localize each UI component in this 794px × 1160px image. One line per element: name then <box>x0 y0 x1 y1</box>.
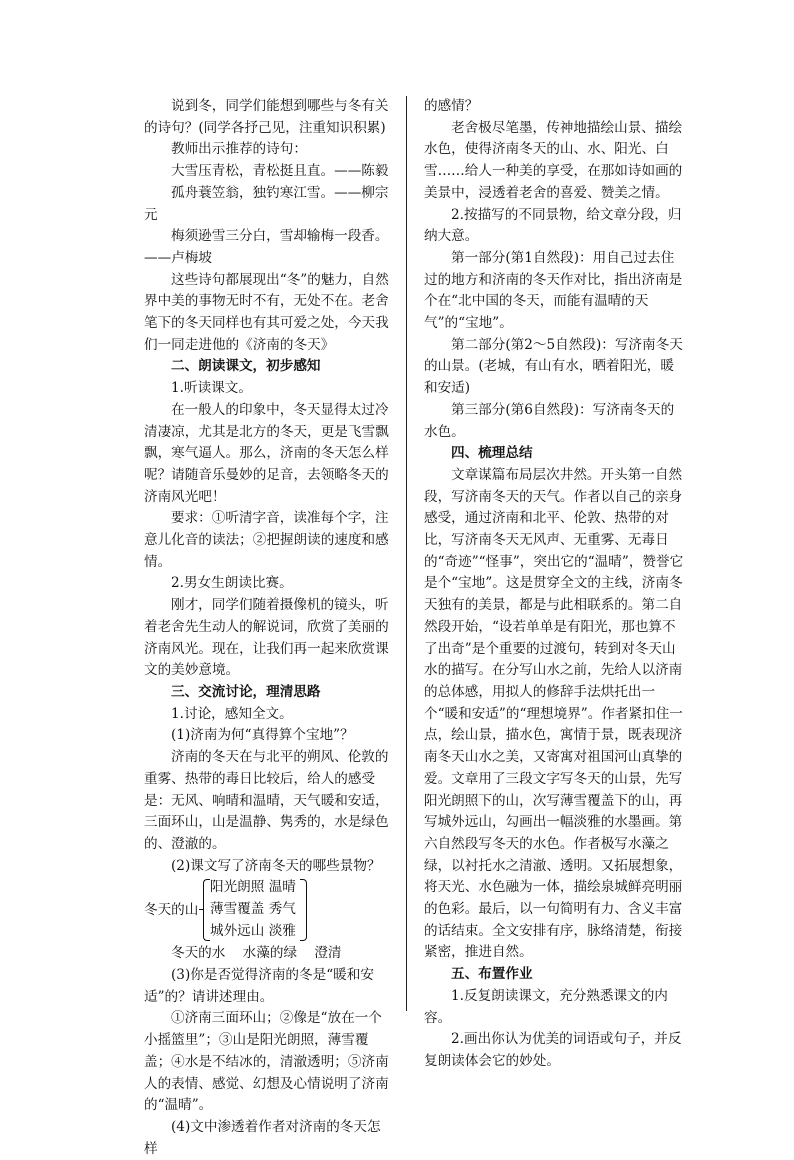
question: (1)济南为何“真得算个宝地”？ <box>171 727 354 744</box>
right-brace <box>300 879 307 941</box>
paragraph: 的感情？ <box>424 98 479 114</box>
paragraph: 这些诗句都展现出“冬”的魅力，自然界中美的事物无时不有，无处不在。老舍笔下的冬天同样也有其可爱之处，今天我们一同走进他的《济南的冬天》 <box>144 271 389 353</box>
section-heading: 三、交流讨论，理清思路 <box>171 683 321 700</box>
question: (3)你是否觉得济南的冬是“暖和安适”的？请讲述理由。 <box>144 967 374 1005</box>
tree-row: 城外远山 淡雅 <box>210 922 296 939</box>
tree-label: 冬天的山 <box>144 902 199 919</box>
paragraph: ①济南三面环山；②像是“放在一个小摇篮里”；③山是阳光朗照，薄雪覆盖；④水是不结冰的，清澈透明；⑤济南人的表情、感觉、幻想及心情说明了济南的“温晴”。 <box>144 1010 389 1114</box>
left-brace <box>203 879 210 941</box>
paragraph: 第二部分(第2～5自然段)：写济南冬天的山景。(老城，有山有水，晒着阳光，暖和安适) <box>424 336 683 397</box>
left-column <box>144 96 389 1160</box>
paragraph: 刚才，同学们随着摄像机的镜头，听着老舍先生动人的解说词，欣赏了美丽的济南风光。现在，让我们再一起来欣赏课文的美妙意境。 <box>144 597 389 679</box>
paragraph: 1.反复朗读课文，充分熟悉课文的内容。 <box>424 987 668 1026</box>
section-heading: 四、梳理总结 <box>451 445 533 462</box>
paragraph: 2.按描写的不同景物，给文章分段，归纳大意。 <box>424 206 682 245</box>
paragraph: 教师出示推荐的诗句： <box>171 141 307 158</box>
tree-row: 薄雪覆盖 秀气 <box>210 901 296 917</box>
tree-row: 阳光朗照 温晴 <box>210 879 296 896</box>
paragraph: 说到冬，同学们能想到哪些与冬有关的诗句？(同学各抒己见，注重知识积累) <box>144 98 389 136</box>
paragraph: 2.画出你认为优美的词语或句子，并反复朗读体会它的妙处。 <box>424 1031 682 1069</box>
mountain-brace-diagram <box>144 877 389 943</box>
column-divider <box>406 96 407 1011</box>
poem-line: 大雪压青松，青松挺且直。——陈毅 <box>171 163 389 180</box>
paragraph: 第三部分(第6自然段)：写济南冬天的水色。 <box>424 401 675 440</box>
paragraph: 第一部分(第1自然段)：用自己过去住过的地方和济南的冬天作对比，指出济南是个在“北中国的冬天，而能有温晴的天气”的“宝地”。 <box>424 249 683 332</box>
poem-line: 孤舟蓑笠翁，独钓寒江雪。——柳宗元 <box>144 184 389 223</box>
section-heading: 二、朗读课文，初步感知 <box>171 358 321 375</box>
poem-line: 梅须逊雪三分白，雪却输梅一段香。——卢梅坡 <box>144 228 389 266</box>
paragraph: 1.听读课文。 <box>171 380 252 397</box>
paragraph: 济南的冬天在与北平的朔风、伦敦的重雾、热带的毒日比较后，给人的感受是：无风、响晴和温晴，天气暖和安适，三面环山，山是温静、隽秀的，水是绿色的、澄澈的。 <box>144 749 389 852</box>
section-heading: 五、布置作业 <box>451 966 533 983</box>
paragraph: 在一般人的印象中，冬天显得太过冷清凄凉，尤其是北方的冬天，更是飞雪飘飘，寒气逼人。那么，济南的冬天怎么样呢？请随音乐曼妙的足音，去领略冬天的济南风光吧！ <box>144 401 389 505</box>
paragraph: 要求：①听清字音，读准每个字，注意儿化音的读法；②把握朗读的速度和感情。 <box>144 510 389 570</box>
paragraph: 1.讨论，感知全文。 <box>171 705 293 722</box>
paragraph: 2.男女生朗读比赛。 <box>171 575 293 592</box>
paragraph: 老舍极尽笔墨，传神地描绘山景、描绘水色，使得济南冬天的山、水、阳光、白雪……给人一种美的享受，在那如诗如画的美景中，浸透着老舍的喜爱、赞美之情。 <box>424 119 683 201</box>
paragraph: 冬天的水 水藻的绿 澄清 <box>171 945 342 962</box>
question: (2)课文写了济南冬天的哪些景物？ <box>171 857 381 874</box>
paragraph: 文章谋篇布局层次井然。开头第一自然段，写济南冬天的天气。作者以自己的亲身感受，通过济南和北平、伦敦、热带的对比，写济南冬天无风声、无重雾、无毒日的“奇迹”“怪事”，突出它的“温晴”，赞誉它是个“宝地”。这是贯穿全文的主线，济南冬天独有的美景，都是与此相联系的。第二自然段开始，“设若单单是有阳光，那也算不了出奇”是个重要的过渡句，转到对冬天山水的描写。在分写山水之前，先给人以济南的总体感，用拟人的修辞手法烘托出一个“暖和安适”的“理想境界”。作者紧扣住一点，绘山景，描水色，寓情于景，既表现济南冬天山水之美，又寄寓对祖国河山真挚的爱。文章用了三段文字写冬天的山景，先写阳光朗照下的山，次写薄雪覆盖下的山，再写城外远山，勾画出一幅淡雅的水墨画。第六自然段写冬天的水色。作者极写水藻之绿，以衬托水之清澈、透明。又拓展想象，将天光、水色融为一体，描绘泉城鲜亮明丽的色彩。最后，以一句简明有力、含义丰富的话结束。全文安排有序，脉络清楚，衔接紧密，推进自然。 <box>424 466 684 961</box>
question: (4)文中渗透着作者对济南的冬天怎样 <box>144 1118 381 1157</box>
right-column <box>424 96 686 1073</box>
